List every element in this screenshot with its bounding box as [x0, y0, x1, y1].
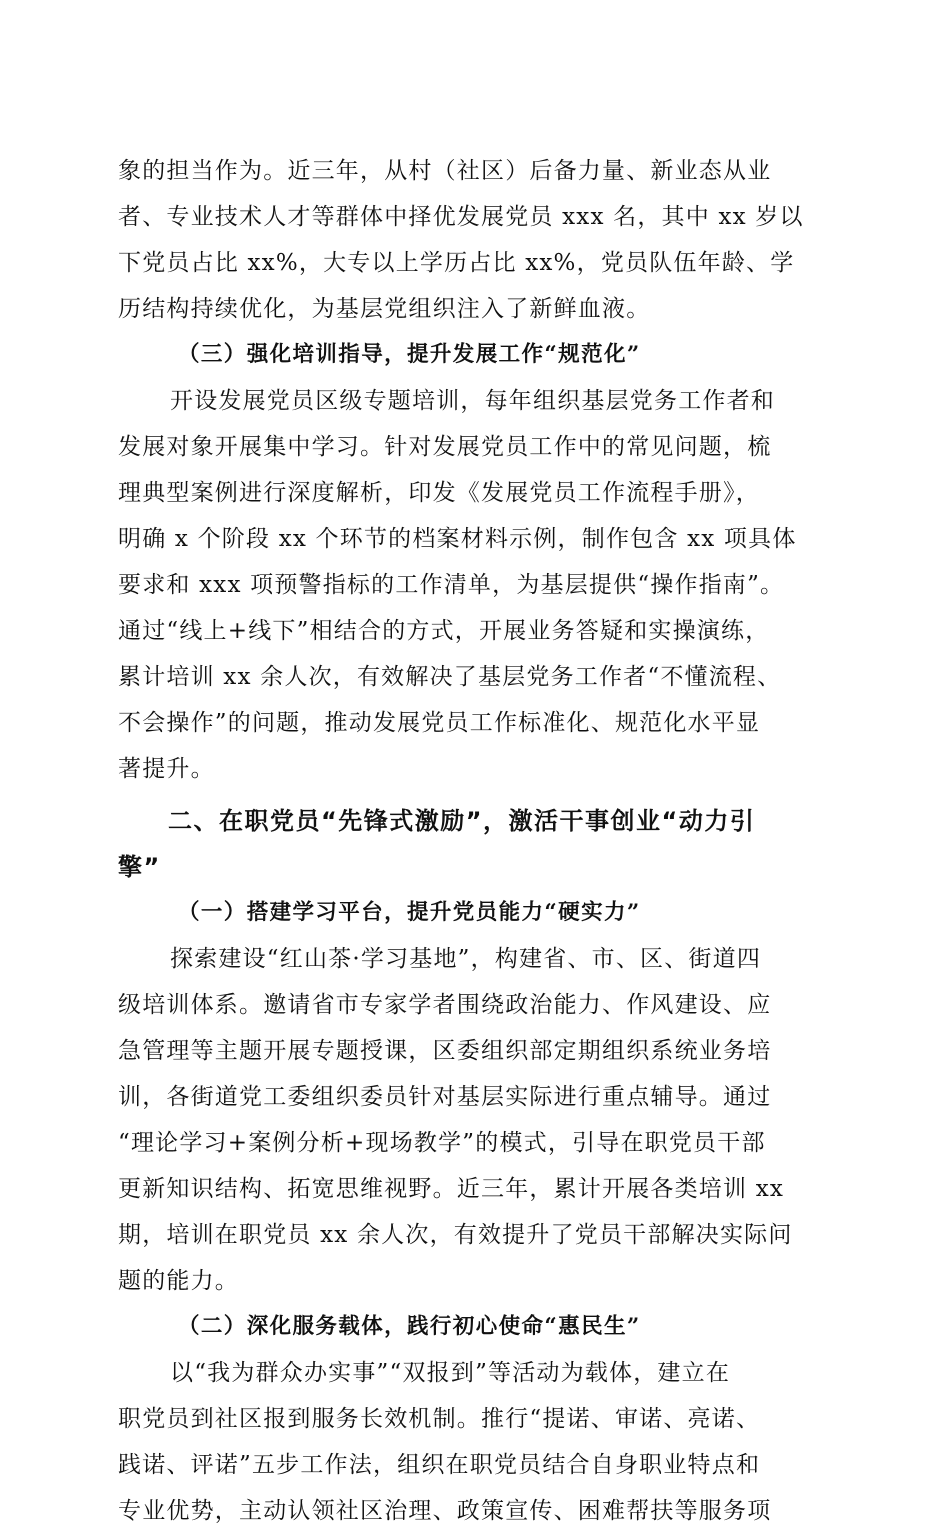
- text-line: 期，培训在职党员 xx 余人次，有效提升了党员干部解决实际问: [118, 1222, 793, 1248]
- text-line: 明确 x 个阶段 xx 个环节的档案材料示例，制作包含 xx 项具体: [118, 526, 797, 552]
- text-line: 历结构持续优化，为基层党组织注入了新鲜血液。: [118, 296, 651, 322]
- document-body: [118, 148, 830, 1534]
- text-line: 著提升。: [118, 756, 215, 782]
- main-heading-section-2: [118, 798, 830, 890]
- section-heading-2-1: （一）搭建学习平台，提升党员能力“硬实力”: [178, 900, 641, 925]
- text-line: 更新知识结构、拓宽思维视野。近三年，累计开展各类培训 xx: [118, 1176, 785, 1202]
- text-line: “理论学习+案例分析+现场教学”的模式，引导在职党员干部: [118, 1130, 766, 1156]
- text-line: 践诺、评诺”五步工作法，组织在职党员结合自身职业特点和: [118, 1452, 761, 1478]
- text-line: 不会操作”的问题，推动发展党员工作标准化、规范化水平显: [118, 710, 761, 736]
- paragraph-training-guidance: [118, 378, 830, 792]
- text-line: 象的担当作为。近三年，从村（社区）后备力量、新业态从业: [118, 158, 772, 184]
- text-line: 要求和 xxx 项预警指标的工作清单，为基层提供“操作指南”。: [118, 572, 785, 598]
- section-heading-2-2: （二）深化服务载体，践行初心使命“惠民生”: [178, 1314, 641, 1339]
- text-line: 探索建设“红山茶·学习基地”，构建省、市、区、街道四: [170, 946, 762, 972]
- paragraph-development-results: [118, 148, 830, 332]
- text-line: 累计培训 xx 余人次，有效解决了基层党务工作者“不懂流程、: [118, 664, 782, 690]
- paragraph-service-carrier: [118, 1350, 830, 1534]
- text-line: 训，各街道党工委组织委员针对基层实际进行重点辅导。通过: [118, 1084, 772, 1110]
- main-heading-line: 二、在职党员“先锋式激励”，激活干事创业“动力引: [168, 807, 756, 835]
- section-heading-1-3: （三）强化培训指导，提升发展工作“规范化”: [178, 342, 641, 367]
- text-line: 开设发展党员区级专题培训，每年组织基层党务工作者和: [170, 388, 775, 414]
- main-heading-line: 擎”: [118, 853, 161, 881]
- text-line: 者、专业技术人才等群体中择优发展党员 xxx 名，其中 xx 岁以: [118, 204, 804, 230]
- text-line: 以“我为群众办实事”“双报到”等活动为载体，建立在: [170, 1360, 731, 1386]
- text-line: 急管理等主题开展专题授课，区委组织部定期组织系统业务培: [118, 1038, 772, 1064]
- text-line: 理典型案例进行深度解析，印发《发展党员工作流程手册》，: [118, 480, 760, 506]
- text-line: 下党员占比 xx%，大专以上学历占比 xx%，党员队伍年龄、学: [118, 250, 795, 276]
- text-line: 发展对象开展集中学习。针对发展党员工作中的常见问题，梳: [118, 434, 772, 460]
- text-line: 职党员到社区报到服务长效机制。推行“提诺、审诺、亮诺、: [118, 1406, 761, 1432]
- text-line: 级培训体系。邀请省市专家学者围绕政治能力、作风建设、应: [118, 992, 772, 1018]
- text-line: 题的能力。: [118, 1268, 239, 1294]
- text-line: 通过“线上+线下”相结合的方式，开展业务答疑和实操演练，: [118, 618, 770, 644]
- text-line: 专业优势，主动认领社区治理、政策宣传、困难帮扶等服务项: [118, 1498, 772, 1524]
- paragraph-learning-platform: [118, 936, 830, 1304]
